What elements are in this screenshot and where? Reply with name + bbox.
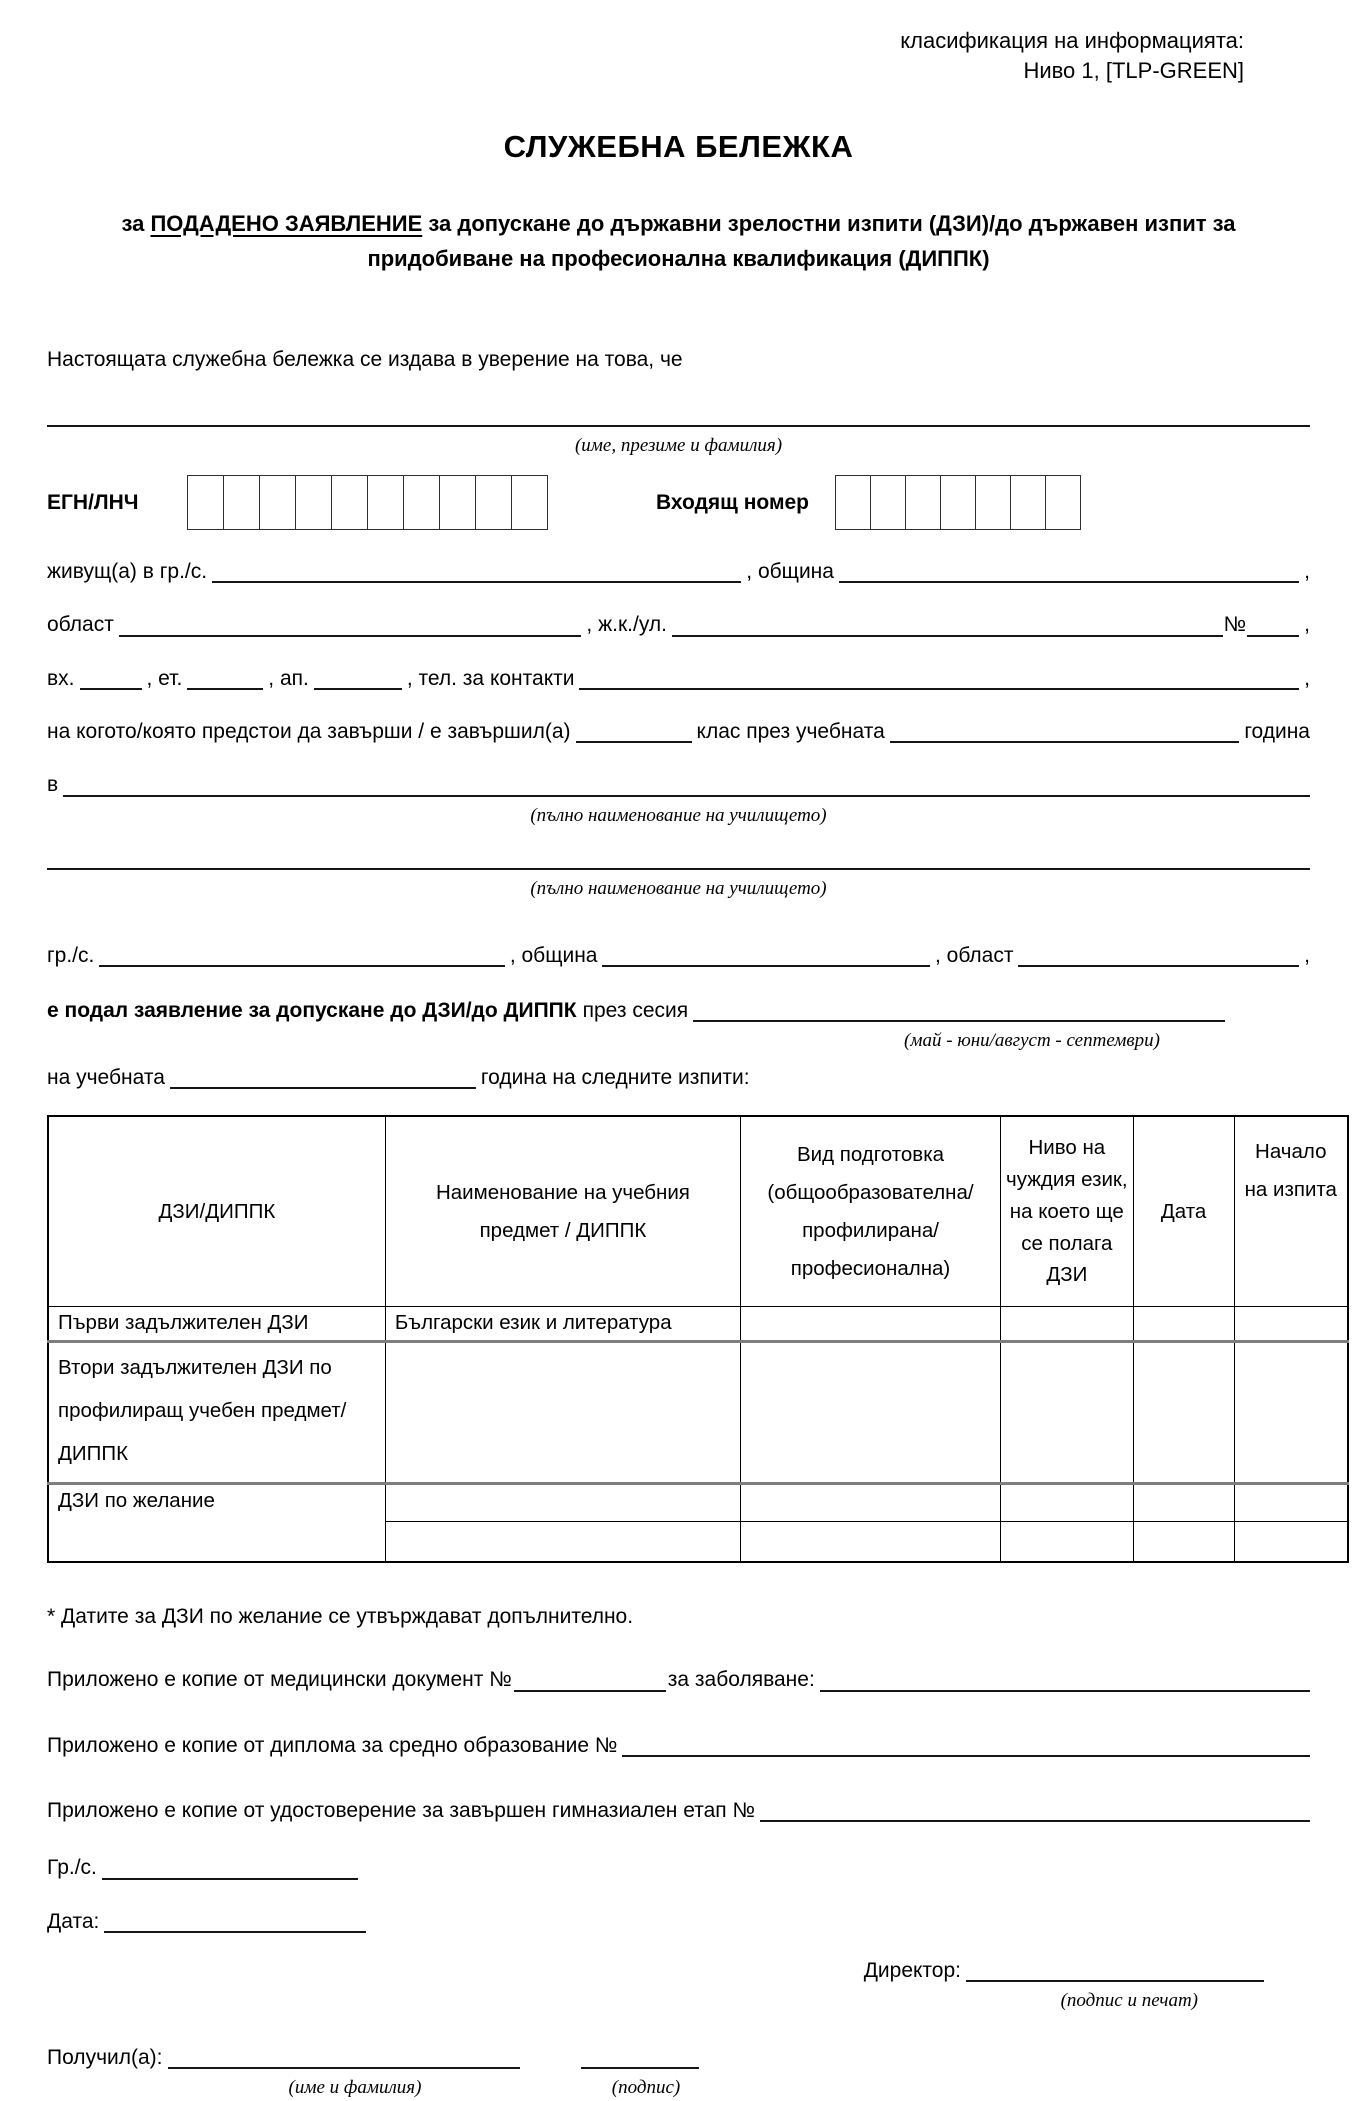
digit-cell [439,475,476,530]
spacer [47,2071,179,2101]
digit-cell [403,475,440,530]
row1-dzi: Първи задължителен ДЗИ [48,1306,385,1341]
table-row [48,1341,1348,1483]
digit-cell [975,475,1011,530]
school-line [47,771,1310,798]
table-cell-empty [1234,1306,1348,1341]
table-cell-empty [1133,1483,1234,1521]
blank-school-city [99,959,504,967]
blank-diploma-number [622,1749,1310,1757]
digit-cell [1010,475,1046,530]
certificate-line [47,1797,1310,1824]
region-line [47,611,1310,638]
row2-subject [385,1341,740,1483]
blank-floor [187,682,263,690]
digit-cell [223,475,260,530]
school-year-label: клас през учебната [696,719,885,743]
row4-subject [385,1521,740,1562]
floor-label: , ет. [146,666,183,690]
classification-line1: класификация на информацията: [900,28,1244,53]
apartment-label: , ап. [268,666,309,690]
in-label: в [47,773,59,797]
header-exam-start: Начало на изпита [1234,1116,1348,1306]
table-cell-empty [1133,1306,1234,1341]
blank-school-region [1018,959,1299,967]
blank-session [693,1014,1225,1022]
school-year-line [47,1064,1310,1091]
medical-line [47,1666,1310,1693]
entrance-line [47,665,1310,692]
classification-block [47,26,1310,85]
blank-apartment [314,682,402,690]
table-cell-empty [1234,1483,1348,1521]
footer-city-line [47,1854,1310,1881]
subtitle-prefix: за [121,210,145,236]
application-line [47,997,1310,1024]
digit-cell [475,475,512,530]
school-municipality-label: , община [509,943,598,967]
street-label: , ж.к./ул. [586,613,667,637]
exams-table [47,1115,1349,1563]
egn-boxes [187,475,548,530]
table-cell-empty [1000,1306,1133,1341]
digit-cell [259,475,296,530]
comma: , [1304,613,1310,637]
footer-city-label: Гр./с. [47,1856,97,1880]
table-cell-empty [741,1521,1001,1562]
header-dzi-dippk: ДЗИ/ДИППК [48,1116,385,1306]
blank-street-number [1247,629,1299,637]
table-cell-empty [1133,1341,1234,1483]
blank-grade [576,735,692,743]
incoming-number-boxes [835,475,1081,530]
table-cell-empty [741,1341,1001,1483]
received-captions [47,2071,1310,2101]
comma: , [1304,943,1310,967]
classification-line2: Ниво 1, [TLP-GREEN] [1023,57,1244,83]
intro-text: Настоящата служебна бележка се издава в уверение на това, че [47,348,683,372]
application-bold-text: е подал заявление за допускане до ДЗИ/до ДИППК [47,999,577,1023]
residence-label: живущ(а) в гр./с. [47,560,208,584]
grade-line [47,718,1310,745]
page-title: СЛУЖЕБНА БЕЛЕЖКА [503,129,854,165]
caption-session: (май - юни/август - септември) [904,1030,1160,1052]
caption-signature-stamp: (подпис и печат) [1060,1990,1198,2012]
caption-name-surname: (име и фамилия) [288,2077,422,2099]
name-blank-line [47,419,1310,429]
blank-certificate-number [760,1814,1310,1822]
diploma-line [47,1732,1310,1759]
table-cell-empty [1000,1521,1133,1562]
digit-cell [835,475,871,530]
subtitle-rest: за допускане до държавни зрелостни изпити (ДЗИ)/до държавен изпит за придобиване на професионална квалификация (ДИППК) [367,210,1236,271]
digit-cell [1045,475,1081,530]
table-cell-empty [1133,1521,1234,1562]
egn-row [47,475,1310,530]
blank-school-name-2 [47,862,1310,870]
footnote: * Датите за ДЗИ по желание се утвърждават допълнително. [47,1605,634,1629]
incoming-number-label: Входящ номер [656,490,810,514]
school-city-label: гр./с. [47,943,95,967]
header-subject: Наименование на учебния предмет / ДИППК [385,1116,740,1306]
caption-signature: (подпис) [611,2077,681,2099]
year-word: година [1244,719,1310,743]
blank-footer-date [104,1925,366,1933]
illness-label: за заболяване: [667,1668,815,1692]
blank-medical-number [514,1684,666,1692]
table-cell-empty [1234,1521,1348,1562]
digit-cell [940,475,976,530]
table-cell-empty [741,1483,1001,1521]
table-cell-empty [741,1306,1001,1341]
header-date: Дата [1133,1116,1234,1306]
comma: , [1304,560,1310,584]
blank-director-signature [966,1974,1264,1982]
blank-name [47,419,1310,427]
blank-school-year [890,735,1240,743]
caption-school-2: (пълно наименование на училището) [530,878,827,900]
digit-cell [295,475,332,530]
table-cell-empty [1234,1341,1348,1483]
caption-name: (име, презиме и фамилия) [574,435,783,457]
row2-dzi: Втори задължителен ДЗИ по профилиращ учебен предмет/ДИППК [48,1341,385,1483]
blank-school-name [63,789,1310,797]
blank-received-signature [581,2061,699,2069]
table-header-row [48,1116,1348,1306]
header-preparation: Вид подготовка (общообразователна/ профилирана/ професионална) [741,1116,1001,1306]
blank-municipality [839,575,1299,583]
school-city-line [47,942,1310,969]
table-cell-empty [1000,1341,1133,1483]
entrance-label: вх. [47,666,75,690]
medical-label: Приложено е копие от медицински документ № [47,1668,512,1692]
comma: , [1304,666,1310,690]
grade-label: на когото/която предстои да завърши / е завършил(а) [47,719,571,743]
blank-city [212,575,741,583]
region-label: област [47,613,114,637]
school-year-prefix: на учебната [47,1066,165,1090]
municipality-label: , община [746,560,834,584]
table-cell-empty [1000,1483,1133,1521]
caption-school-1: (пълно наименование на училището) [530,804,827,826]
blank-year [170,1081,476,1089]
row3-dzi: ДЗИ по желание [48,1483,385,1562]
blank-region [119,629,582,637]
footer-date-label: Дата: [47,1909,100,1933]
phone-label: , тел. за контакти [406,666,575,690]
certificate-label: Приложено е копие от удостоверение за завършен гимназиален етап № [47,1799,755,1822]
digit-cell [331,475,368,530]
egn-label: ЕГН/ЛНЧ [47,490,139,514]
digit-cell [367,475,404,530]
blank-illness [820,1684,1310,1692]
digit-cell [905,475,941,530]
number-sign: № [1223,613,1247,637]
subtitle [47,206,1310,276]
director-line [47,1957,1310,1984]
blank-received-name [168,2061,520,2069]
school-region-label: , област [934,943,1014,967]
diploma-label: Приложено е копие от диплома за средно образование № [47,1733,618,1757]
footer-date-line [47,1908,1310,1935]
school-line-2 [47,862,1310,872]
table-row [48,1306,1348,1341]
row1-subject: Български език и литература [385,1306,740,1341]
subtitle-underlined: ПОДАДЕНО ЗАЯВЛЕНИЕ [150,210,423,236]
row3-subject [385,1483,740,1521]
spacer [531,2071,587,2101]
session-label: през сесия [582,999,689,1023]
residence-line [47,558,1310,585]
director-label: Директор: [863,1958,961,1982]
blank-school-municipality [602,959,929,967]
digit-cell [511,475,548,530]
header-language-level: Ниво на чуждия език, на което ще се полага ДЗИ [1000,1116,1133,1306]
school-year-suffix: година на следните изпити: [480,1066,750,1090]
received-label: Получил(а): [47,2045,163,2069]
table-row [48,1483,1348,1521]
blank-phone [579,682,1299,690]
blank-footer-city [102,1872,358,1880]
digit-cell [870,475,906,530]
blank-entrance [80,682,142,690]
blank-street [672,629,1223,637]
digit-cell [187,475,224,530]
